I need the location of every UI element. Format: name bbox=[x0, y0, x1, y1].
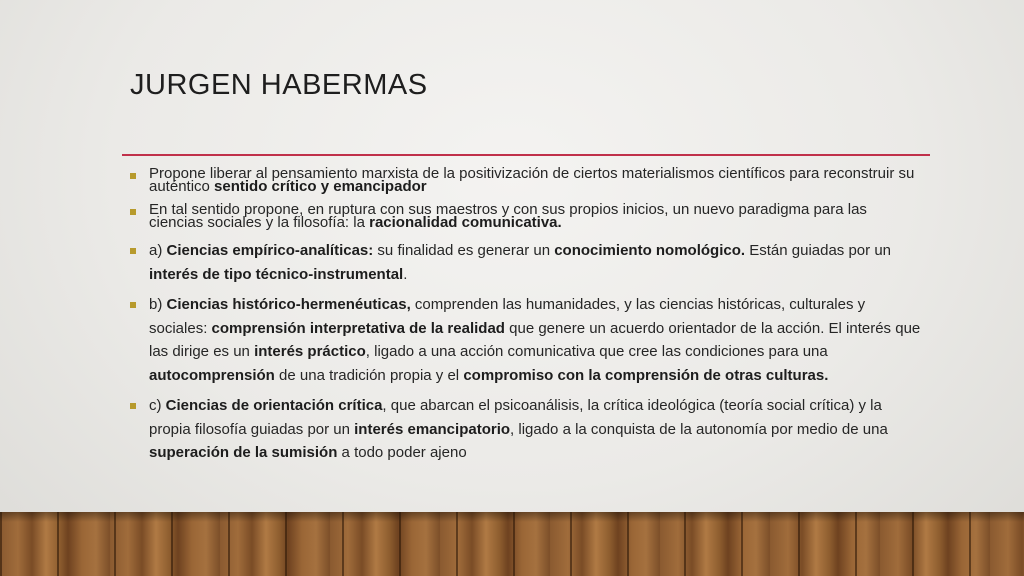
bullet-part: , ligado a una acción comunicativa que cree las condiciones para una bbox=[365, 343, 828, 360]
bullet-part: . bbox=[403, 265, 408, 283]
bullet-item bbox=[130, 167, 922, 193]
bullet-part: , que abarcan el psicoanálisis, la crítica ideológica (teoría social crítica) y la propia filosofía guiadas por un bbox=[149, 397, 882, 438]
bullet-part: de una tradición propia y el bbox=[274, 366, 464, 384]
bullet-square-icon bbox=[130, 248, 136, 254]
bullet-part: c) bbox=[149, 397, 166, 414]
bullet-part-bold: interés práctico bbox=[254, 343, 366, 360]
bullet-part: su finalidad es generar un bbox=[373, 242, 555, 259]
bullet-item bbox=[130, 239, 922, 286]
title-divider bbox=[122, 154, 930, 156]
bullet-part: b) bbox=[149, 296, 167, 313]
bullet-list bbox=[130, 167, 922, 465]
bullet-part: a) bbox=[149, 242, 167, 259]
bullet-part-bold: conocimiento nomológico. bbox=[554, 242, 746, 259]
bullet-part-bold: comprensión interpretativa de la realidad bbox=[211, 319, 505, 337]
bullet-part-bold: Ciencias histórico-hermenéuticas, bbox=[166, 296, 411, 313]
bullet-part-bold: Ciencias de orientación crítica bbox=[165, 397, 383, 414]
bullet-part-bold: racionalidad comunicativa. bbox=[369, 214, 562, 231]
bullet-part-bold: interés de tipo técnico-instrumental bbox=[149, 265, 404, 283]
bullet-part-bold: compromiso con la comprensión de otras culturas. bbox=[463, 366, 829, 384]
bullet-part: comprenden las humanidades, y las ciencias históricas, culturales y sociales: bbox=[149, 296, 866, 337]
bullet-item bbox=[130, 394, 922, 465]
bullet-square-icon bbox=[130, 209, 136, 215]
bullet-part: Propone liberar al pensamiento marxista de la positivización de ciertos materialismos científicos para reconstruir su auténtico bbox=[149, 165, 915, 195]
bullet-square-icon bbox=[130, 302, 136, 308]
bullet-item bbox=[130, 293, 922, 387]
bullet-square-icon bbox=[130, 403, 136, 409]
slide-body bbox=[130, 167, 922, 472]
bullet-part: Están guiadas por un bbox=[745, 242, 891, 259]
bullet-part: En tal sentido propone, en ruptura con sus maestros y con sus propios inicios, un nuevo paradigma para las ciencias sociales y la filosofía: la bbox=[149, 201, 867, 231]
bullet-part-bold: autocomprensión bbox=[149, 366, 275, 384]
bullet-square-icon bbox=[130, 173, 136, 179]
bullet-part-bold: superación de la sumisión bbox=[149, 444, 338, 461]
bullet-part-bold: Ciencias empírico-analíticas: bbox=[166, 242, 374, 259]
bullet-part: a todo poder ajeno bbox=[337, 444, 467, 461]
bullet-part: que genere un acuerdo orientador de la acción. El interés que las dirige es un bbox=[149, 319, 921, 360]
floor-plank-lines bbox=[0, 512, 1024, 576]
bullet-item bbox=[130, 203, 922, 229]
slide-title: JURGEN HABERMAS bbox=[130, 69, 428, 101]
bullet-part-bold: sentido crítico y emancipador bbox=[214, 178, 427, 195]
bullet-part: , ligado a la conquista de la autonomía por medio de una bbox=[510, 420, 888, 438]
bullet-part-bold: interés emancipatorio bbox=[354, 420, 511, 438]
